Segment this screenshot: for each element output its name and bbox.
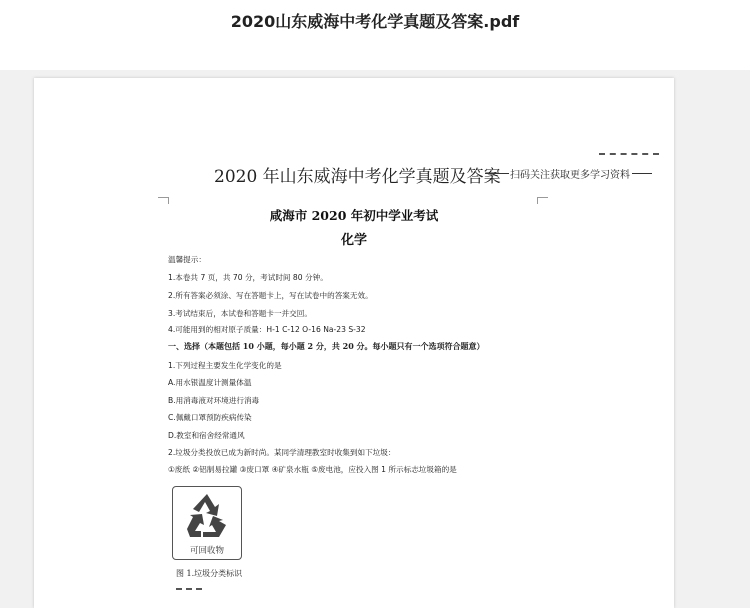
header-promo-text: 扫码关注获取更多学习资料 — [510, 170, 630, 181]
exam-title: 咸海市 2020 年初中学业考试 — [269, 208, 439, 223]
file-title: 2020山东威海中考化学真题及答案.pdf — [230, 12, 520, 31]
question-option: C.佩戴口罩预防疾病传染 — [168, 413, 252, 422]
subject-title: 化学 — [340, 233, 367, 248]
recycle-icon — [181, 491, 233, 539]
question-stem: 2.垃圾分类投放已成为新时尚。某同学清理教室时收集到如下垃圾： — [168, 448, 396, 457]
crop-mark — [537, 197, 548, 204]
page-header-title: 2020 年山东威海中考化学真题及答案 — [214, 167, 501, 187]
notice-item: 1.本卷共 7 页，共 70 分，考试时间 80 分钟。 — [168, 273, 328, 282]
header-rule — [632, 173, 652, 174]
pdf-page — [34, 78, 674, 608]
header-rule — [485, 173, 509, 174]
question-option: D.教室和宿舍经常通风 — [168, 431, 245, 440]
notice-item: 4.可能用到的相对原子质量：H-1 C-12 O-16 Na-23 S-32 — [168, 325, 366, 334]
figure-caption: 图 1.垃圾分类标识 — [176, 569, 243, 578]
question-items: ①废纸 ②铝制易拉罐 ③废口罩 ④矿泉水瓶 ⑤废电池，应投入图 1 所示标志垃圾箱的是 — [168, 465, 457, 474]
decorative-dash — [599, 153, 659, 157]
notice-heading: 温馨提示： — [168, 255, 206, 264]
recycle-label: 可回收物 — [189, 546, 224, 556]
notice-item: 3.考试结束后，本试卷和答题卡一并交回。 — [168, 309, 312, 318]
viewer-topbar — [0, 0, 750, 70]
question-option: B.用消毒液对环境进行消毒 — [168, 396, 260, 405]
question-stem: 1.下列过程主要发生化学变化的是 — [168, 361, 282, 370]
section-heading: 一、选择（本题包括 10 小题，每小题 2 分，共 20 分。每小题只有一个选项符合题意） — [168, 341, 485, 351]
recycle-sign — [172, 486, 242, 560]
question-option: A.用水银温度计测量体温 — [168, 378, 252, 387]
notice-item: 2.所有答案必须涂、写在答题卡上，写在试卷中的答案无效。 — [168, 291, 373, 300]
crop-mark — [158, 197, 169, 204]
